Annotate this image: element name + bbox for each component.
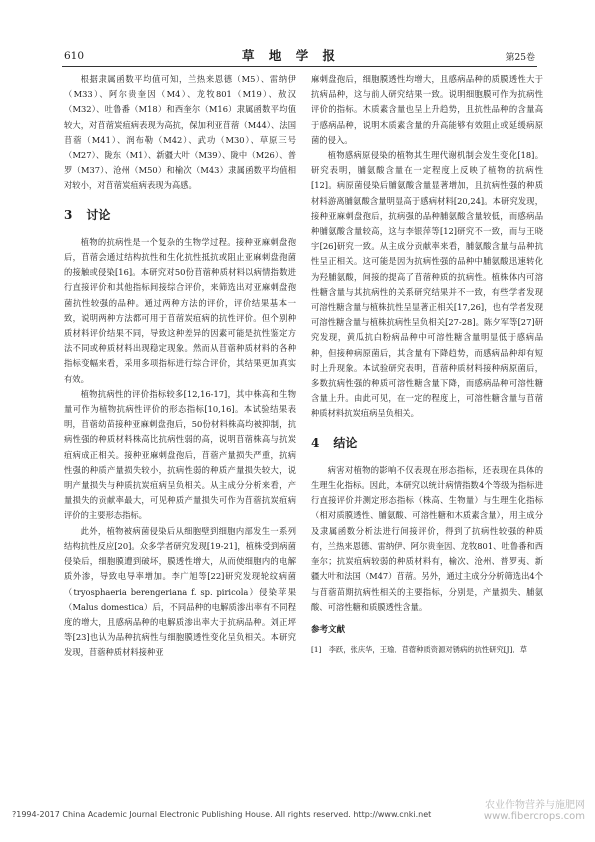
section-title: 讨论 xyxy=(86,207,111,222)
paragraph-membership-results: 根据隶属函数平均值可知，兰热来恩德（M5）、雷纳伊（M33）、阿尔贵奎因（M4）、龙牧801（M19）、敖汉（M32）、吐鲁番（M18）和西奎尔（M16）隶属函数平均值较大，对苜蓿炭疽病表现为高抗，保加利亚苜蓿（M44）、法国苜蓿（M41）、润布勒（M42）、武功（M30）、草原三号（M27）、陇东（M1）、新疆大叶（M39）、陇中（M26）、普罗（M37）、沧州（M50）和榆次（M43）隶属函数平均值相对较小，对苜蓿炭疽病表现为高感。 xyxy=(64,74,296,191)
paragraph-discussion-1: 植物的抗病性是一个复杂的生物学过程。接种亚麻刺盘孢后，苜蓿会通过结构抗性和生化抗性抵抗或阻止亚麻刺盘孢菌的接触或侵染[16]。本研究对50份苜蓿种质材料以病情指数进行直接评价和其他指标间接综合评价，来筛选出对亚麻刺盘孢菌抗性较强的品种。通过两种方法的评价，评价结果基本一致，说明两种方法都可用于苜蓿炭疽病的抗性评价。但个别种质材料评价结果不同，导致这种差异的因素可能是抗性鉴定方法不同或种质材料出现稳定现象。然而从苜蓿种质材料的各种指标变幅来看，采用多项指标进行综合评价，其结果更加真实有效。 xyxy=(64,236,296,384)
section-heading-discussion xyxy=(64,208,296,223)
site-watermark xyxy=(484,800,585,822)
volume-label: 第25卷 xyxy=(505,53,535,63)
watermark-url: www.fibercrops.com xyxy=(483,811,585,822)
section-title: 结论 xyxy=(333,435,358,450)
journal-title: 草 地 学 报 xyxy=(242,48,341,63)
paragraph-discussion-4: 植物感病原侵染的植物其生理代谢机制会发生变化[18]。研究表明，脯氨酸含量在一定程度上反映了植物的抗病性[12]。病原菌侵染后脯氨酸含量显著增加，且抗病性强的种质材料游离脯氨酸含量明显高于感病材料[20,24]。本研究发现，接种亚麻刺盘孢后，抗病强的品种脯氨酸含量较低，而感病品种脯氨酸含量较高，这与李银萍等[12]研究不一致，而与王晓宇[26]研究一致。从主成分贡献率来看，脯氨酸含量与品种抗性呈正相关。这可能是因为抗病性强的品种中脯氨酸迅速转化为羟脯氨酸，间接的提高了苜蓿种质的抗病性。植株体内可溶性糖含量与其抗病性的关系研究结果并不一致，有些学者发现可溶性糖含量与植株抗性呈显著正相关[17,26]，也有学者发现可溶性糖含量与植株抗病性呈负相关[27-28]。陈夕军等[27]研究发现，黄瓜抗白粉病品种中可溶性糖含量明显低于感病品种，但接种病原菌后，其含量有下降趋势，而感病品种却有短时上升现象。本试验研究表明，苜蓿种质材料接种病原菌后，多数抗病性强的种质可溶性糖含量下降，而感病品种可溶性糖含量上升。由此可见，在一定的程度上，可溶性糖含量与苜蓿种质材料抗炭疽病呈负相关。 xyxy=(311,150,543,419)
copyright-footer: ?1994-2017 China Academic Journal Electronic Publishing House. All rights reserved. http://www.cnki.net xyxy=(12,810,432,819)
section-number: 3 xyxy=(64,207,73,222)
reference-item: [1] 李跃，张庆华，王瑜．苜蓿种质资源对锈病的抗性研究[J]．草 xyxy=(311,645,527,655)
watermark-title: 农业作物营养与施肥网 xyxy=(485,800,585,811)
right-column xyxy=(311,72,543,655)
page-number: 610 xyxy=(64,50,85,62)
left-column xyxy=(64,72,296,661)
section-number: 4 xyxy=(311,435,320,450)
header-rule xyxy=(62,66,537,67)
paragraph-discussion-2: 植物抗病性的评价指标较多[12,16-17]，其中株高和生物量可作为植物抗病性评价的形态指标[10,16]。本试验结果表明，苜蓿幼苗接种亚麻刺盘孢后，50份材料株高均被抑制，抗病性强的种质材料株高比抗病性弱的高，说明苜蓿株高与抗炭疽病成正相关。接种亚麻刺盘孢后，苜蓿产量损失严重，抗病性强的种质产量损失较小，抗病性弱的种质产量损失较大，说明产量损失与种质抗炭疽病呈负相关。从主成分分析来看，产量损失的贡献率最大，可见种质产量损失可作为苜蓿抗炭疽病评价的主要形态指标。 xyxy=(64,388,296,521)
paragraph-conclusion: 病害对植物的影响不仅表现在形态指标，还表现在具体的生理生化指标。因此，本研究以统计病情指数4个等级为指标进行直接评价并测定形态指标（株高、生物量）与生理生化指标（相对质膜透性、脯氨酸、可溶性糖和木质素含量），用主成分及隶属函数分析法进行间接评价，得到了抗病性较强的种质有，兰热来恩德、雷纳伊、阿尔贵奎因、龙牧801、吐鲁番和西奎尔；抗炭疽病较弱的种质材料有，榆次、沧州、普罗夷、新疆大叶和法国（M47）苜蓿。另外，通过主成分分析筛选出4个与苜蓿苗期抗病性相关的主要指标，分别是，产量损失、脯氨酸、可溶性糖和质膜透性含量。 xyxy=(311,464,543,612)
paragraph-discussion-3: 此外，植物被病菌侵染后从细胞壁到细胞内部发生一系列结构抗性反应[20]。众多学者研究发现[19-21]，植株受到病菌侵染后，细胞膜遭到破坏，膜透性增大，从而使细胞内的电解质外渗，导致电导率增加。李广旭等[22]研究发现轮纹病菌（tryosphaeria berengeriana f. sp. piricola）侵染苹果（Malus domestica）后，不同品种的电解质渗出率有不同程度的增大，且感病品种的电解质渗出率大于抗病品种。刘正坪等[23]也认为品种抗病性与细胞膜透性变化呈负相关。本研究发现，苜蓿种质材料接种亚 xyxy=(64,525,296,658)
paragraph-discussion-continued: 麻刺盘孢后，细胞膜透性均增大，且感病品种的质膜透性大于抗病品种，这与前人研究结果一致。说明细胞膜可作为抗病性评价的指标。木质素含量也呈上升趋势，且抗性品种的含量高于感病品种，说明木质素含量的升高能够有效阻止或延缓病原菌的侵入。 xyxy=(311,74,543,145)
section-heading-conclusion xyxy=(311,436,543,451)
references-heading: 参考文献 xyxy=(311,624,346,635)
